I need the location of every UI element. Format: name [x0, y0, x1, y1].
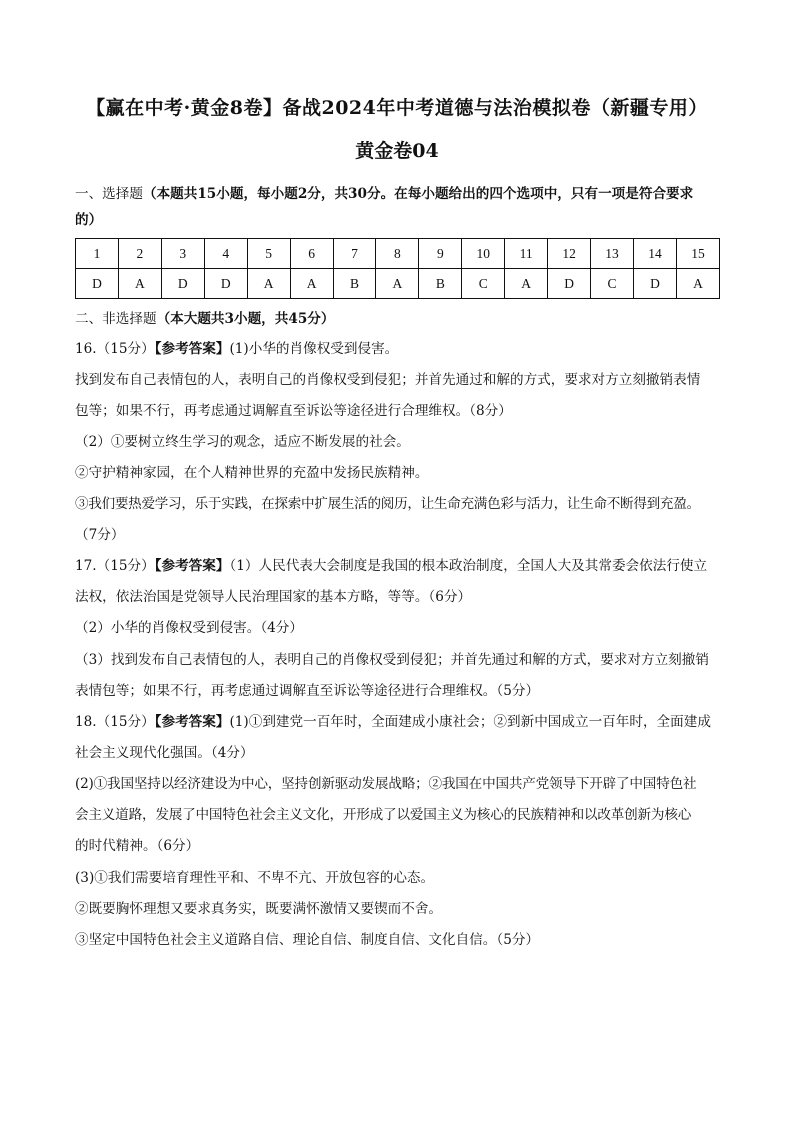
q18-line2: 社会主义现代化强国。（4分） — [75, 745, 254, 761]
answer-cell: A — [247, 269, 290, 299]
answer-cell: D — [633, 269, 676, 299]
q16-prefix: 16.（15分） — [75, 341, 155, 357]
q18-line7: ②既要胸怀理想又要求真务实，既要满怀激情又要锲而不舍。 — [75, 901, 443, 917]
question-number-cell: 8 — [376, 239, 419, 269]
q18-line4: 会主义道路，发展了中国特色社会主义文化，开形成了以爱国主义为核心的民族精神和以改革创新为核心 — [75, 807, 692, 823]
q16-text: (1)小华的肖像权受到侵害。 — [229, 341, 399, 357]
q16-line5: ②守护精神家园，在个人精神世界的充盈中发扬民族精神。 — [75, 465, 429, 481]
answer-cell: D — [76, 269, 119, 299]
answer-table-number-row — [76, 239, 720, 269]
section2-note: （本大题共3小题，共45分） — [156, 311, 335, 327]
q17-line3: （2）小华的肖像权受到侵害。（4分） — [75, 620, 303, 636]
q18-text: (1)①到建党一百年时，全面建成小康社会；②到新中国成立一百年时，全面建成 — [229, 714, 711, 730]
question-number-cell: 2 — [118, 239, 161, 269]
answer-cell: A — [290, 269, 333, 299]
section1-note: （本题共15小题，每小题2分，共30分。在每小题给出的四个选项中，只有一项是符合要求 — [142, 186, 694, 202]
q16-line7: （7分） — [75, 527, 125, 543]
q18-line3: (2)①我国坚持以经济建设为中心，坚持创新驱动发展战略；②我国在中国共产党领导下开辟了中国特色社 — [75, 776, 697, 792]
answer-cell: B — [333, 269, 376, 299]
answer-cell: A — [505, 269, 548, 299]
answer-cell: D — [204, 269, 247, 299]
section1-heading: 一、选择题 — [75, 186, 143, 202]
q17-line1 — [75, 558, 755, 574]
q16-line2: 找到发布自己表情包的人，表明自己的肖像权受到侵犯；并首先通过和解的方式，要求对方立刻撤销表情 — [75, 372, 701, 388]
q17-line2: 法权，依法治国是党领导人民治理国家的基本方略，等等。（6分） — [75, 589, 472, 605]
question-number-cell: 10 — [462, 239, 505, 269]
q18-line8: ③坚定中国特色社会主义道路自信、理论自信、制度自信、文化自信。（5分） — [75, 932, 540, 948]
q18-line5: 的时代精神。（6分） — [75, 838, 200, 854]
question-number-cell: 7 — [333, 239, 376, 269]
answer-table-answer-row — [76, 269, 720, 299]
question-number-cell: 3 — [161, 239, 204, 269]
q16-answer-tag: 【参考答案】 — [154, 341, 230, 357]
question-number-cell: 9 — [419, 239, 462, 269]
section1-note-cont: 的） — [75, 212, 103, 228]
q18-prefix: 18.（15分） — [75, 714, 155, 730]
question-number-cell: 15 — [676, 239, 719, 269]
answer-cell: D — [548, 269, 591, 299]
answer-cell: A — [676, 269, 719, 299]
answer-cell: D — [161, 269, 204, 299]
document-subtitle: 黄金卷04 — [355, 140, 439, 162]
section1-line1 — [75, 186, 755, 202]
q16-line6: ③我们要热爱学习，乐于实践，在探索中扩展生活的阅历，让生命充满色彩与活力，让生命不断得到充盈。 — [75, 496, 700, 512]
q16-line3: 包等；如果不行，再考虑通过调解直至诉讼等途径进行合理维权。（8分） — [75, 403, 512, 419]
question-number-cell: 1 — [76, 239, 119, 269]
answer-cell: C — [591, 269, 634, 299]
q18-line1 — [75, 714, 755, 730]
answer-cell: B — [419, 269, 462, 299]
question-number-cell: 13 — [591, 239, 634, 269]
question-number-cell: 6 — [290, 239, 333, 269]
question-number-cell: 4 — [204, 239, 247, 269]
q17-answer-tag: 【参考答案】 — [154, 558, 230, 574]
q18-answer-tag: 【参考答案】 — [154, 714, 230, 730]
answer-table — [75, 238, 720, 299]
section2-line — [75, 311, 755, 327]
q16-line1 — [75, 341, 755, 357]
question-number-cell: 14 — [633, 239, 676, 269]
q17-prefix: 17.（15分） — [75, 558, 155, 574]
question-number-cell: 5 — [247, 239, 290, 269]
section2-heading: 二、非选择题 — [75, 311, 157, 327]
q17-line5: 表情包等；如果不行，再考虑通过调解直至诉讼等途径进行合理维权。（5分） — [75, 683, 540, 699]
document-title: 【赢在中考·黄金8卷】备战2024年中考道德与法治模拟卷（新疆专用） — [86, 97, 708, 119]
q18-line6: (3)①我们需要培育理性平和、不卑不亢、开放包容的心态。 — [75, 870, 435, 886]
answer-cell: C — [462, 269, 505, 299]
answer-cell: A — [118, 269, 161, 299]
q17-text: （1）人民代表大会制度是我国的根本政治制度，全国人大及其常委会依法行使立 — [229, 558, 708, 574]
q17-line4: （3）找到发布自己表情包的人，表明自己的肖像权受到侵犯；并首先通过和解的方式，要求对方立刻撤销 — [75, 652, 709, 668]
answer-cell: A — [376, 269, 419, 299]
q16-line4: （2）①要树立终生学习的观念，适应不断发展的社会。 — [75, 434, 410, 450]
question-number-cell: 12 — [548, 239, 591, 269]
question-number-cell: 11 — [505, 239, 548, 269]
